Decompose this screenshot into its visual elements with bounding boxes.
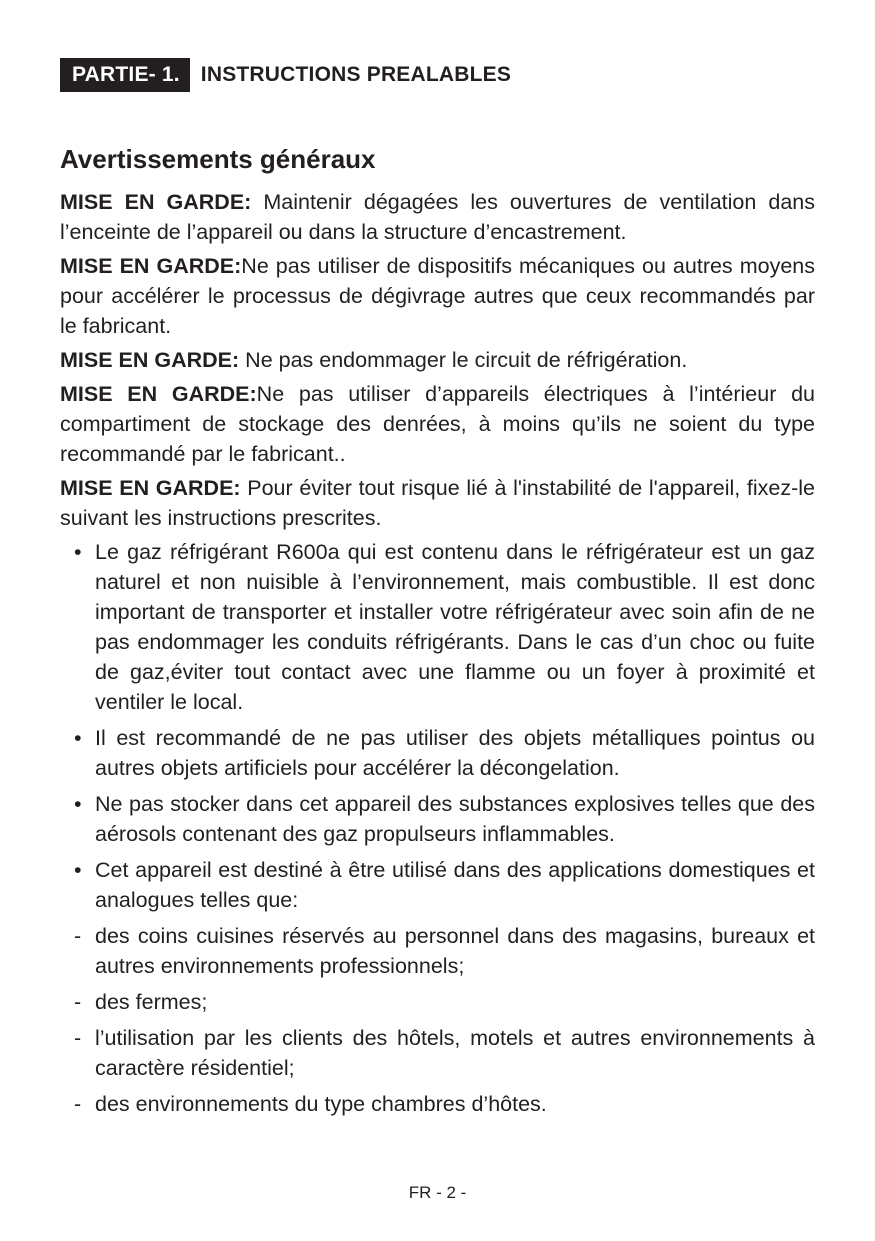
part-header [60, 58, 815, 92]
list-item-text: Cet appareil est destiné à être utilisé dans des applications domestiques et analogues telles que: [95, 858, 815, 912]
instruction-list [60, 537, 815, 1119]
warning-paragraph [60, 379, 815, 469]
warning-text: Ne pas utiliser d’appareils électriques à l’intérieur du compartiment de stockage des denrées, à moins qu’ils ne soient du type recommandé par le fabricant.. [60, 382, 815, 466]
part-title: INSTRUCTIONS PREALABLES [200, 63, 512, 86]
bullet-marker: • [74, 540, 82, 564]
warning-text: Ne pas utiliser de dispositifs mécaniques ou autres moyens pour accélérer le processus de dégivrage autres que ceux recommandés par le fabricant. [60, 254, 815, 338]
dash-marker: - [74, 990, 82, 1014]
list-item [60, 789, 815, 849]
warning-text: Pour éviter tout risque lié à l'instabilité de l'appareil, fixez-le suivant les instructions prescrites. [60, 476, 815, 530]
dash-marker: - [74, 924, 82, 948]
list-item-text: des environnements du type chambres d’hôtes. [95, 1092, 547, 1116]
document-page [60, 58, 815, 1125]
part-badge: PARTIE- 1. [60, 58, 190, 92]
page-number: FR - 2 - [408, 1183, 467, 1202]
bullet-marker: • [74, 858, 82, 882]
warning-paragraph [60, 473, 815, 533]
warning-text: Ne pas endommager le circuit de réfrigération. [239, 348, 688, 372]
warning-label: MISE EN GARDE: [60, 476, 241, 500]
warning-label: MISE EN GARDE: [60, 348, 240, 372]
list-item [60, 987, 815, 1017]
warning-paragraph [60, 345, 815, 375]
list-item-text: Le gaz réfrigérant R600a qui est contenu dans le réfrigérateur est un gaz naturel et non nuisible à l’environnement, mais combustible. Il est donc important de transporter et installer votre réfrigérateur avec soin afin de ne pas endommager les conduits réfrigérants. Dans le cas d’un choc ou fuite de gaz,éviter tout contact avec une flamme ou un foyer à proximité et ventiler le local. [95, 540, 815, 714]
warning-label: MISE EN GARDE: [60, 382, 257, 406]
bullet-marker: • [74, 726, 82, 750]
list-item [60, 1023, 815, 1083]
list-item [60, 537, 815, 717]
list-item [60, 723, 815, 783]
list-item [60, 1089, 815, 1119]
warnings-block [60, 187, 815, 533]
warning-paragraph [60, 187, 815, 247]
list-item-text: l’utilisation par les clients des hôtels, motels et autres environnements à caractère résidentiel; [95, 1026, 815, 1080]
list-item-text: des coins cuisines réservés au personnel dans des magasins, bureaux et autres environnements professionnels; [95, 924, 815, 978]
dash-marker: - [74, 1026, 82, 1050]
section-title: Avertissements généraux [60, 144, 376, 174]
warning-paragraph [60, 251, 815, 341]
list-item-text: Ne pas stocker dans cet appareil des substances explosives telles que des aérosols contenant des gaz propulseurs inflammables. [95, 792, 815, 846]
warning-label: MISE EN GARDE: [60, 190, 252, 214]
bullet-marker: • [74, 792, 82, 816]
warning-label: MISE EN GARDE: [60, 254, 242, 278]
list-item-text: Il est recommandé de ne pas utiliser des objets métalliques pointus ou autres objets artificiels pour accélérer la décongelation. [95, 726, 815, 780]
dash-marker: - [74, 1092, 82, 1116]
list-item [60, 921, 815, 981]
warning-text: Maintenir dégagées les ouvertures de ventilation dans l’enceinte de l’appareil ou dans la structure d’encastrement. [60, 190, 815, 244]
list-item-text: des fermes; [95, 990, 208, 1014]
list-item [60, 855, 815, 915]
